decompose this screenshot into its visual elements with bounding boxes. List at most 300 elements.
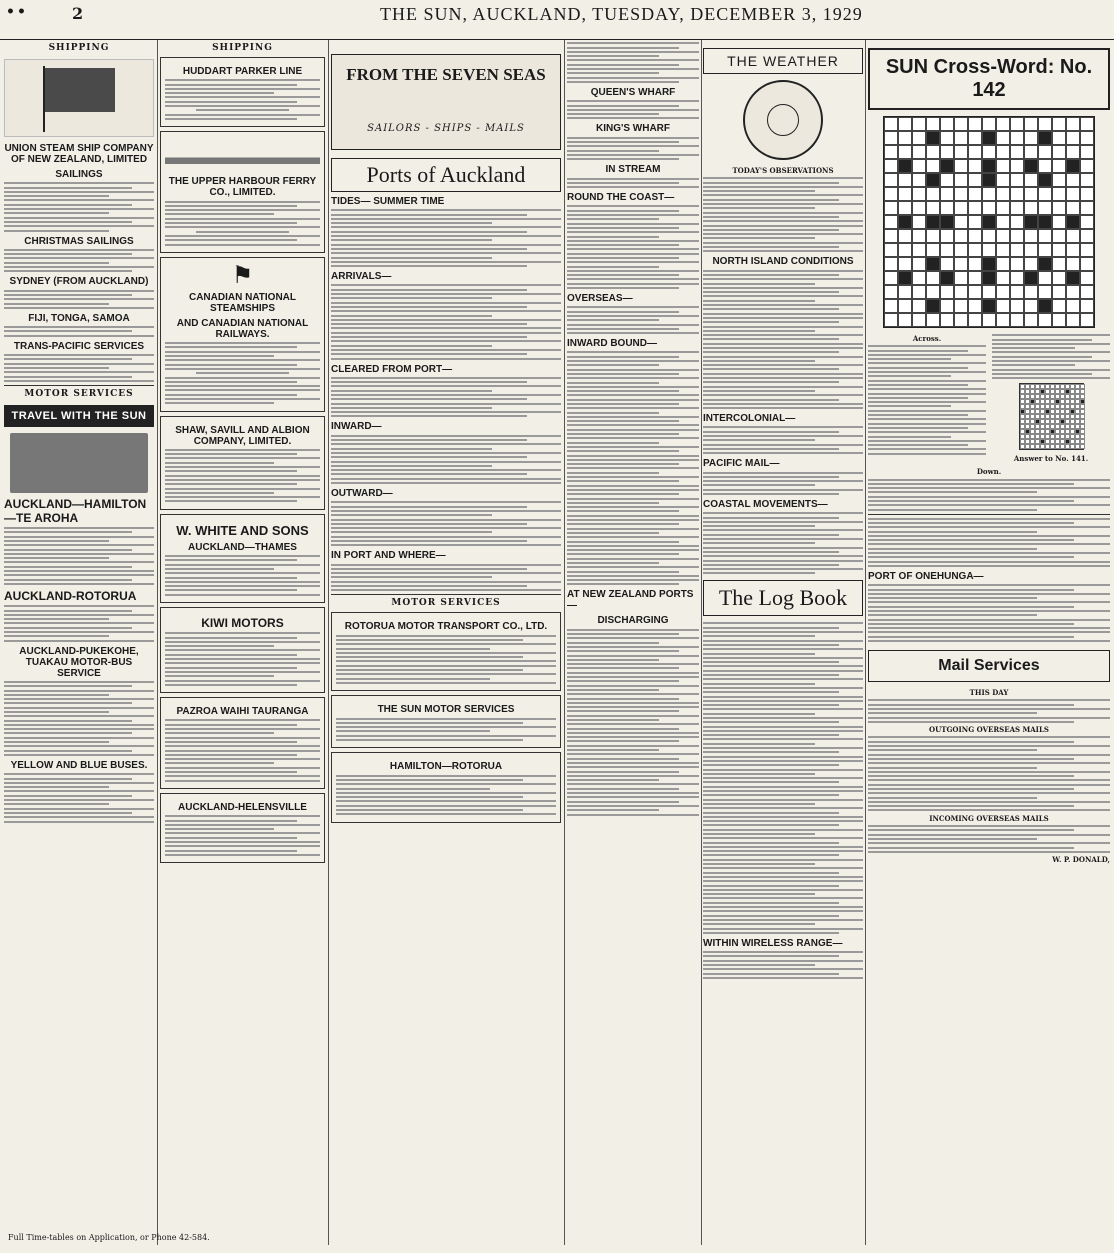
crossword-cell — [1052, 229, 1066, 243]
crossword-cell — [1024, 215, 1038, 229]
crossword-cell — [940, 201, 954, 215]
crossword-cell — [1066, 229, 1080, 243]
crossword-cell — [982, 145, 996, 159]
crossword-cell — [884, 117, 898, 131]
rotorua-transport-advert — [331, 612, 561, 691]
crossword-cell — [954, 313, 968, 327]
crossword-cell — [1010, 257, 1024, 271]
auckland-rotorua-heading: AUCKLAND-ROTORUA — [4, 588, 137, 603]
kings-wharf-heading: KING'S WHARF — [595, 123, 671, 135]
crossword-cell — [968, 215, 982, 229]
crossword-title: SUN Cross-Word: No. 142 — [868, 48, 1110, 110]
inward-bound-heading: INWARD BOUND— — [567, 338, 657, 350]
crossword-cell — [912, 257, 926, 271]
crossword-cell — [968, 257, 982, 271]
page-number: 2 — [72, 4, 84, 23]
crossword-cell — [884, 257, 898, 271]
incoming-mails-heading: INCOMING OVERSEAS MAILS — [929, 813, 1049, 823]
crossword-cell — [1010, 215, 1024, 229]
page-dots: •• — [6, 4, 28, 20]
crossword-cell — [926, 229, 940, 243]
crossword-cell — [1038, 285, 1052, 299]
crossword-cell — [1080, 285, 1094, 299]
crossword-cell — [940, 145, 954, 159]
crossword-cell — [968, 229, 982, 243]
crossword-cell — [940, 313, 954, 327]
crossword-cell — [982, 215, 996, 229]
yellow-blue-heading: YELLOW AND BLUE BUSES. — [10, 759, 148, 771]
crossword-clues — [868, 332, 1110, 465]
crossword-cell — [1052, 131, 1066, 145]
seven-seas-subtitle: SAILORS - SHIPS - MAILS — [367, 123, 525, 134]
pazroa-heading: PAZROA WAIHI TAURANGA — [176, 706, 309, 718]
crossword-cell — [954, 243, 968, 257]
down-heading: Down. — [976, 467, 1002, 477]
crossword-cell — [954, 117, 968, 131]
column-rule — [328, 40, 329, 1245]
crossword-cell — [1052, 173, 1066, 187]
inward-heading: INWARD— — [331, 421, 382, 433]
crossword-cell — [1052, 299, 1066, 313]
mail-day-heading: THIS DAY — [969, 688, 1009, 698]
crossword-cell — [940, 159, 954, 173]
crossword-cell — [1038, 117, 1052, 131]
crossword-cell — [968, 243, 982, 257]
masthead-title: THE SUN, AUCKLAND, TUESDAY, DECEMBER 3, 1929 — [380, 4, 863, 24]
crossword-cell — [1080, 313, 1094, 327]
crossword-cell — [1066, 173, 1080, 187]
white-sons-advert — [160, 514, 325, 603]
arrivals-heading: ARRIVALS— — [331, 271, 392, 283]
crossword-cell — [1080, 159, 1094, 173]
crossword-cell — [968, 271, 982, 285]
crossword-cell — [1066, 145, 1080, 159]
crossword-cell — [1066, 117, 1080, 131]
crossword-cell — [912, 131, 926, 145]
crossword-cell — [1080, 145, 1094, 159]
crossword-cell — [1024, 187, 1038, 201]
crossword-cell — [982, 271, 996, 285]
crossword-cell — [912, 117, 926, 131]
crossword-cell — [884, 313, 898, 327]
crossword-cell — [1024, 159, 1038, 173]
crossword-cell — [1024, 243, 1038, 257]
crossword-cell — [954, 173, 968, 187]
crossword-cell — [926, 257, 940, 271]
crossword-cell — [982, 229, 996, 243]
crossword-cell — [912, 243, 926, 257]
column-rule — [701, 40, 702, 1245]
tides-heading: TIDES— SUMMER TIME — [331, 196, 445, 207]
crossword-cell — [954, 299, 968, 313]
shaw-heading: SHAW, SAVILL AND ALBION COMPANY, LIMITED. — [175, 424, 310, 447]
across-clues — [868, 332, 986, 465]
crossword-cell — [1024, 257, 1038, 271]
crossword-cell — [884, 131, 898, 145]
barometer-icon — [743, 80, 823, 160]
crossword-cell — [1052, 313, 1066, 327]
crossword-cell — [1010, 285, 1024, 299]
crossword-cell — [926, 285, 940, 299]
pukekohe-heading: AUCKLAND-PUKEKOHE, TUAKAU MOTOR-BUS SERVICE — [19, 645, 139, 679]
company-heading: UNION STEAM SHIP COMPANY OF NEW ZEALAND, LIMITED — [4, 143, 154, 165]
crossword-cell — [968, 313, 982, 327]
crossword-cell — [1080, 257, 1094, 271]
crossword-cell — [1010, 159, 1024, 173]
crossword-cell — [884, 145, 898, 159]
crossword-cell — [926, 187, 940, 201]
crossword-cell — [954, 229, 968, 243]
motor-services-heading: MOTOR SERVICES — [391, 598, 501, 609]
pazroa-advert — [160, 697, 325, 789]
crossword-cell — [1080, 243, 1094, 257]
crossword-cell — [898, 271, 912, 285]
crossword-cell — [1024, 299, 1038, 313]
crossword-cell — [968, 159, 982, 173]
crossword-cell — [884, 173, 898, 187]
crossword-cell — [1038, 187, 1052, 201]
column-6 — [868, 40, 1110, 1245]
crossword-cell — [1066, 271, 1080, 285]
crossword-cell — [912, 145, 926, 159]
crossword-cell — [982, 201, 996, 215]
crossword-cell — [884, 159, 898, 173]
kiwi-advert — [160, 607, 325, 693]
crossword-cell — [954, 145, 968, 159]
crossword-cell — [1066, 131, 1080, 145]
crossword-cell — [996, 243, 1010, 257]
crossword-cell — [1080, 299, 1094, 313]
crossword-cell — [912, 313, 926, 327]
crossword-cell — [1066, 285, 1080, 299]
crossword-cell — [1038, 257, 1052, 271]
crossword-cell — [940, 131, 954, 145]
crossword-cell — [898, 229, 912, 243]
crossword-cell — [898, 201, 912, 215]
christmas-heading: CHRISTMAS SAILINGS — [24, 235, 134, 247]
crossword-cell — [898, 257, 912, 271]
crossword-cell — [884, 201, 898, 215]
crossword-cell — [940, 173, 954, 187]
crossword-cell — [1066, 201, 1080, 215]
crossword-cell — [982, 117, 996, 131]
masthead-bar — [0, 0, 1114, 40]
crossword-cell — [1080, 271, 1094, 285]
flag-icon — [45, 68, 115, 112]
crossword-cell — [996, 131, 1010, 145]
crossword-cell — [1010, 271, 1024, 285]
crossword-cell — [996, 285, 1010, 299]
nz-ports-heading: AT NEW ZEALAND PORTS— — [567, 589, 694, 612]
crossword-cell — [940, 117, 954, 131]
outgoing-mails-heading: OUTGOING OVERSEAS MAILS — [929, 725, 1049, 735]
answer-cell — [1080, 444, 1085, 449]
crossword-cell — [982, 173, 996, 187]
crossword-cell — [898, 117, 912, 131]
kiwi-heading: KIWI MOTORS — [201, 616, 284, 630]
cleared-heading: CLEARED FROM PORT— — [331, 363, 453, 375]
crossword-cell — [1052, 271, 1066, 285]
crossword-cell — [996, 173, 1010, 187]
motor-car-illustration — [10, 433, 148, 493]
crossword-cell — [940, 187, 954, 201]
crossword-cell — [954, 187, 968, 201]
crossword-cell — [954, 285, 968, 299]
crossword-cell — [1024, 201, 1038, 215]
crossword-cell — [982, 243, 996, 257]
crossword-cell — [1066, 215, 1080, 229]
crossword-cell — [996, 117, 1010, 131]
crossword-cell — [884, 243, 898, 257]
crossword-cell — [926, 299, 940, 313]
travel-banner: TRAVEL WITH THE SUN — [4, 405, 154, 427]
crossword-cell — [912, 285, 926, 299]
crossword-cell — [954, 215, 968, 229]
motor-services-heading: MOTOR SERVICES — [24, 388, 134, 399]
sun-motor-advert — [331, 695, 561, 748]
intercolonial-heading: INTERCOLONIAL— — [703, 413, 796, 425]
crossword-cell — [912, 229, 926, 243]
crossword-cell — [884, 271, 898, 285]
crossword-cell — [1024, 285, 1038, 299]
crossword-cell — [926, 131, 940, 145]
answer-grid — [1019, 383, 1084, 450]
crossword-cell — [912, 201, 926, 215]
section-heading: SHIPPING — [48, 43, 110, 53]
crossword-cell — [982, 299, 996, 313]
crossword-cell — [1010, 173, 1024, 187]
ferry-heading: THE UPPER HARBOUR FERRY CO., LIMITED. — [168, 176, 317, 199]
sailings-heading: SAILINGS — [55, 169, 103, 180]
crossword-cell — [1010, 243, 1024, 257]
trans-pacific-heading: TRANS-PACIFIC SERVICES — [13, 340, 145, 352]
crossword-cell — [1038, 215, 1052, 229]
crossword-cell — [996, 201, 1010, 215]
crossword-cell — [996, 215, 1010, 229]
crossword-cell — [1080, 215, 1094, 229]
crossword-cell — [1010, 131, 1024, 145]
flag-illustration — [4, 59, 154, 137]
crossword-cell — [884, 299, 898, 313]
crossword-cell — [996, 145, 1010, 159]
crossword-cell — [926, 173, 940, 187]
column-2 — [160, 40, 325, 1245]
ferry-illustration — [165, 140, 320, 172]
crossword-cell — [1024, 229, 1038, 243]
log-book-title: The Log Book — [703, 580, 863, 616]
hamilton-rotorua-advert — [331, 752, 561, 822]
crossword-cell — [968, 173, 982, 187]
timetable-footnote: Full Time-tables on Application, or Phone 42-584. — [8, 1233, 210, 1242]
crossword-cell — [1066, 313, 1080, 327]
crossword-cell — [996, 187, 1010, 201]
north-island-heading: NORTH ISLAND CONDITIONS — [712, 256, 854, 268]
crossword-cell — [1038, 145, 1052, 159]
crossword-cell — [1024, 173, 1038, 187]
overseas-heading: OVERSEAS— — [567, 293, 633, 305]
crossword-cell — [898, 131, 912, 145]
crossword-cell — [1024, 145, 1038, 159]
crossword-cell — [898, 159, 912, 173]
hamilton-rotorua-heading: HAMILTON—ROTORUA — [389, 761, 503, 773]
crossword-cell — [968, 131, 982, 145]
crossword-cell — [1052, 159, 1066, 173]
crossword-cell — [884, 285, 898, 299]
crossword-cell — [954, 131, 968, 145]
crossword-cell — [1066, 257, 1080, 271]
crossword-cell — [996, 313, 1010, 327]
crossword-cell — [1038, 299, 1052, 313]
canadian-railways-heading: AND CANADIAN NATIONAL RAILWAYS. — [176, 317, 309, 340]
crossword-cell — [968, 299, 982, 313]
crossword-cell — [1080, 229, 1094, 243]
discharging-heading: DISCHARGING — [597, 615, 669, 627]
crossword-cell — [1066, 243, 1080, 257]
crossword-cell — [968, 145, 982, 159]
crossword-cell — [968, 187, 982, 201]
in-port-heading: IN PORT AND WHERE— — [331, 550, 446, 562]
crossword-cell — [926, 271, 940, 285]
mail-services-title: Mail Services — [868, 650, 1110, 682]
crossword-cell — [1024, 271, 1038, 285]
crossword-cell — [1052, 257, 1066, 271]
column-rule — [157, 40, 158, 1245]
crossword-cell — [968, 285, 982, 299]
crossword-cell — [1024, 131, 1038, 145]
crossword-cell — [1038, 173, 1052, 187]
crossword-cell — [940, 257, 954, 271]
queens-wharf-heading: QUEEN'S WHARF — [590, 86, 676, 98]
crossword-cell — [1052, 201, 1066, 215]
coastal-heading: COASTAL MOVEMENTS— — [703, 499, 828, 510]
crossword-cell — [1038, 271, 1052, 285]
crossword-cell — [898, 299, 912, 313]
crossword-cell — [912, 299, 926, 313]
crossword-cell — [996, 271, 1010, 285]
crossword-cell — [898, 187, 912, 201]
crossword-cell — [982, 313, 996, 327]
crossword-cell — [1080, 187, 1094, 201]
auckland-hamilton-heading: AUCKLAND—HAMILTON—TE AROHA — [4, 496, 147, 525]
crossword-cell — [982, 285, 996, 299]
crossword-cell — [1066, 187, 1080, 201]
crossword-cell — [926, 117, 940, 131]
crossword-cell — [926, 201, 940, 215]
crossword-cell — [1052, 117, 1066, 131]
column-3 — [331, 40, 561, 1245]
seven-seas-title: FROM THE SEVEN SEAS — [346, 65, 546, 84]
crossword-cell — [982, 257, 996, 271]
column-5 — [703, 40, 863, 1245]
outward-heading: OUTWARD— — [331, 488, 393, 500]
rotorua-heading: ROTORUA MOTOR TRANSPORT CO., LTD. — [344, 621, 548, 633]
column-rule — [564, 40, 565, 1245]
crossword-cell — [1024, 313, 1038, 327]
crossword-cell — [982, 131, 996, 145]
crossword-cell — [1080, 117, 1094, 131]
crossword-cell — [1010, 229, 1024, 243]
shaw-savill-advert — [160, 416, 325, 510]
crossword-cell — [1052, 243, 1066, 257]
huddart-heading: HUDDART PARKER LINE — [182, 66, 303, 77]
column-4 — [567, 40, 699, 1245]
crossword-cell — [940, 271, 954, 285]
sun-motor-heading: THE SUN MOTOR SERVICES — [377, 704, 515, 716]
crossword-cell — [926, 215, 940, 229]
crossword-cell — [898, 145, 912, 159]
observations-heading: TODAY'S OBSERVATIONS — [732, 166, 834, 175]
crossword-cell — [996, 299, 1010, 313]
crossword-cell — [1038, 313, 1052, 327]
weather-title: THE WEATHER — [703, 48, 863, 74]
crossword-cell — [926, 243, 940, 257]
crossword-cell — [954, 159, 968, 173]
column-rule — [865, 40, 866, 1245]
crossword-cell — [1080, 131, 1094, 145]
crossword-cell — [1052, 187, 1066, 201]
crossword-cell — [912, 159, 926, 173]
crossword-cell — [954, 201, 968, 215]
ferry-advert — [160, 131, 325, 253]
wireless-heading: WITHIN WIRELESS RANGE— — [703, 937, 843, 949]
crossword-cell — [898, 215, 912, 229]
crossword-cell — [1080, 173, 1094, 187]
crossword-cell — [996, 229, 1010, 243]
crossword-cell — [982, 159, 996, 173]
down-clues — [992, 332, 1110, 465]
flagpole-icon — [43, 66, 45, 132]
crossword-cell — [1080, 201, 1094, 215]
crossword-cell — [1010, 145, 1024, 159]
seven-seas-banner — [331, 54, 561, 150]
sydney-heading: SYDNEY (FROM AUCKLAND) — [9, 276, 149, 288]
thames-heading: AUCKLAND—THAMES — [188, 541, 297, 553]
crossword-cell — [898, 173, 912, 187]
crossword-cell — [1010, 201, 1024, 215]
crossword-cell — [1066, 159, 1080, 173]
crossword-cell — [1052, 145, 1066, 159]
crossword-cell — [1010, 313, 1024, 327]
crossword-cell — [954, 257, 968, 271]
crossword-cell — [912, 271, 926, 285]
crossword-cell — [898, 285, 912, 299]
crossword-cell — [940, 215, 954, 229]
helensville-advert — [160, 793, 325, 863]
crossword-cell — [1052, 285, 1066, 299]
crossword-cell — [968, 117, 982, 131]
column-1 — [4, 40, 154, 1245]
crossword-cell — [1010, 187, 1024, 201]
crossword-cell — [968, 201, 982, 215]
ports-title: Ports of Auckland — [331, 158, 561, 192]
crossword-cell — [1038, 131, 1052, 145]
crossword-cell — [912, 215, 926, 229]
crossword-cell — [1010, 299, 1024, 313]
crossword-cell — [912, 173, 926, 187]
helensville-heading: AUCKLAND-HELENSVILLE — [178, 801, 307, 813]
crossword-cell — [940, 229, 954, 243]
crossword-cell — [1038, 243, 1052, 257]
white-heading: W. WHITE AND SONS — [176, 522, 309, 538]
crossword-cell — [940, 299, 954, 313]
crossword-cell — [954, 271, 968, 285]
crossword-grid — [883, 116, 1095, 328]
crossword-cell — [1066, 299, 1080, 313]
crossword-cell — [884, 187, 898, 201]
crossword-cell — [898, 313, 912, 327]
crossword-cell — [898, 243, 912, 257]
crossword-cell — [982, 187, 996, 201]
